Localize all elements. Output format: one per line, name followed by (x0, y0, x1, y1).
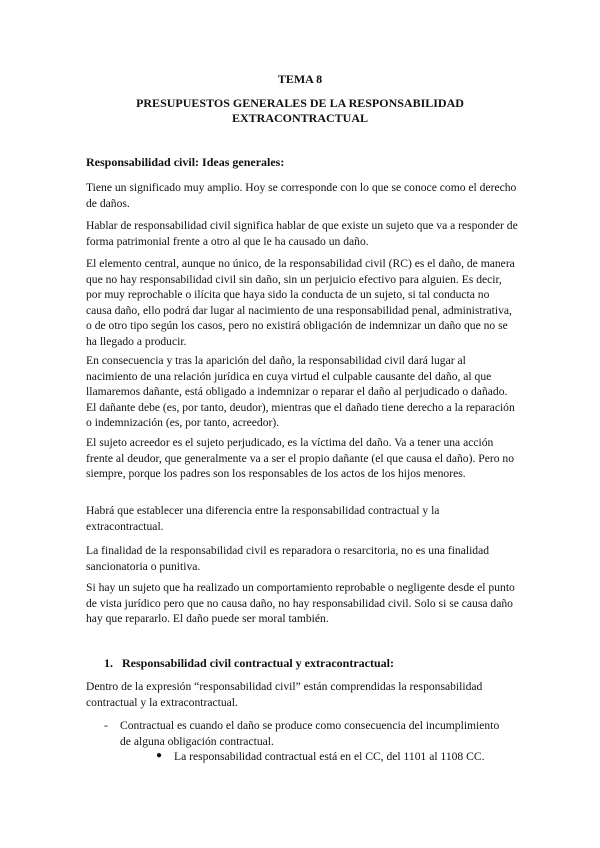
bullet-item-text: La responsabilidad contractual está en el CC, del 1101 al 1108 CC. (174, 750, 485, 763)
subsection-intro: Dentro de la expresión “responsabilidad civil” están comprendidas la responsabilidad contractual y la extracontractual. (86, 680, 483, 709)
paragraph-7: La finalidad de la responsabilidad civil es reparadora o resarcitoria, no es una finalidad sancionatoria o punitiva. (86, 544, 490, 573)
subsection-number: 1. (104, 656, 113, 670)
paragraph-6: Habrá que establecer una diferencia entre la responsabilidad contractual y la extracontractual. (86, 504, 440, 533)
subsection-title: Responsabilidad civil contractual y extracontractual: (122, 656, 394, 670)
bullet-icon: ● (156, 750, 163, 761)
theme-label: TEMA 8 (277, 72, 323, 86)
document-title (0, 96, 600, 126)
paragraph-4: En consecuencia y tras la aparición del daño, la responsabilidad civil dará lugar al nacimiento de una relación jurídica en cuya virtud el culpable causante del daño, al que llamaremos dañante, está obligado a indemnizar o reparar el daño al perjudicado o dañado. El dañante debe (es, por tanto, deudor), mientras que el dañado tiene derecho a la reparación o indemnización (es, por tanto, acreedor). (86, 354, 515, 430)
dash-marker: - (104, 719, 108, 732)
section-heading: Responsabilidad civil: Ideas generales: (86, 155, 285, 169)
title-line-2: EXTRACONTRACTUAL (231, 111, 368, 125)
paragraph-5: El sujeto acreedor es el sujeto perjudicado, es la víctima del daño. Va a tener una acción frente al deudor, que generalmente va a ser el propio dañante (el que causa el daño). Pero no siempre, porque los padres son los responsables de los actos de los hijos menores. (86, 436, 514, 481)
paragraph-1: Tiene un significado muy amplio. Hoy se corresponde con lo que se conoce como el derecho de daños. (86, 181, 517, 210)
paragraph-2: Hablar de responsabilidad civil significa hablar de que existe un sujeto que va a responder de forma patrimonial frente a otro al que le ha causado un daño. (86, 219, 518, 248)
title-line-1: PRESUPUESTOS GENERALES DE LA RESPONSABILIDAD (136, 96, 464, 110)
paragraph-3: El elemento central, aunque no único, de la responsabilidad civil (RC) es el daño, de manera que no hay responsabilidad civil sin daño, sin un perjuicio efectivo para alguien. Es decir, por muy reprochable o ilícita que haya sido la conducta de un sujeto, si tal conducta no causa daño, ello podrá dar lugar al nacimiento de una responsabilidad penal, administrativa, o de otro tipo según los casos, pero no existirá obligación de indemnizar un daño que no se ha llegado a producir. (86, 257, 515, 348)
dash-item-text: Contractual es cuando el daño se produce como consecuencia del incumplimiento de alguna obligación contractual. (120, 719, 500, 748)
paragraph-8: Si hay un sujeto que ha realizado un comportamiento reprobable o negligente desde el punto de vista jurídico pero que no causa daño, no hay responsabilidad civil. Solo si se causa daño hay que repararlo. El daño puede ser moral también. (86, 581, 515, 626)
subsection-heading (104, 656, 394, 671)
